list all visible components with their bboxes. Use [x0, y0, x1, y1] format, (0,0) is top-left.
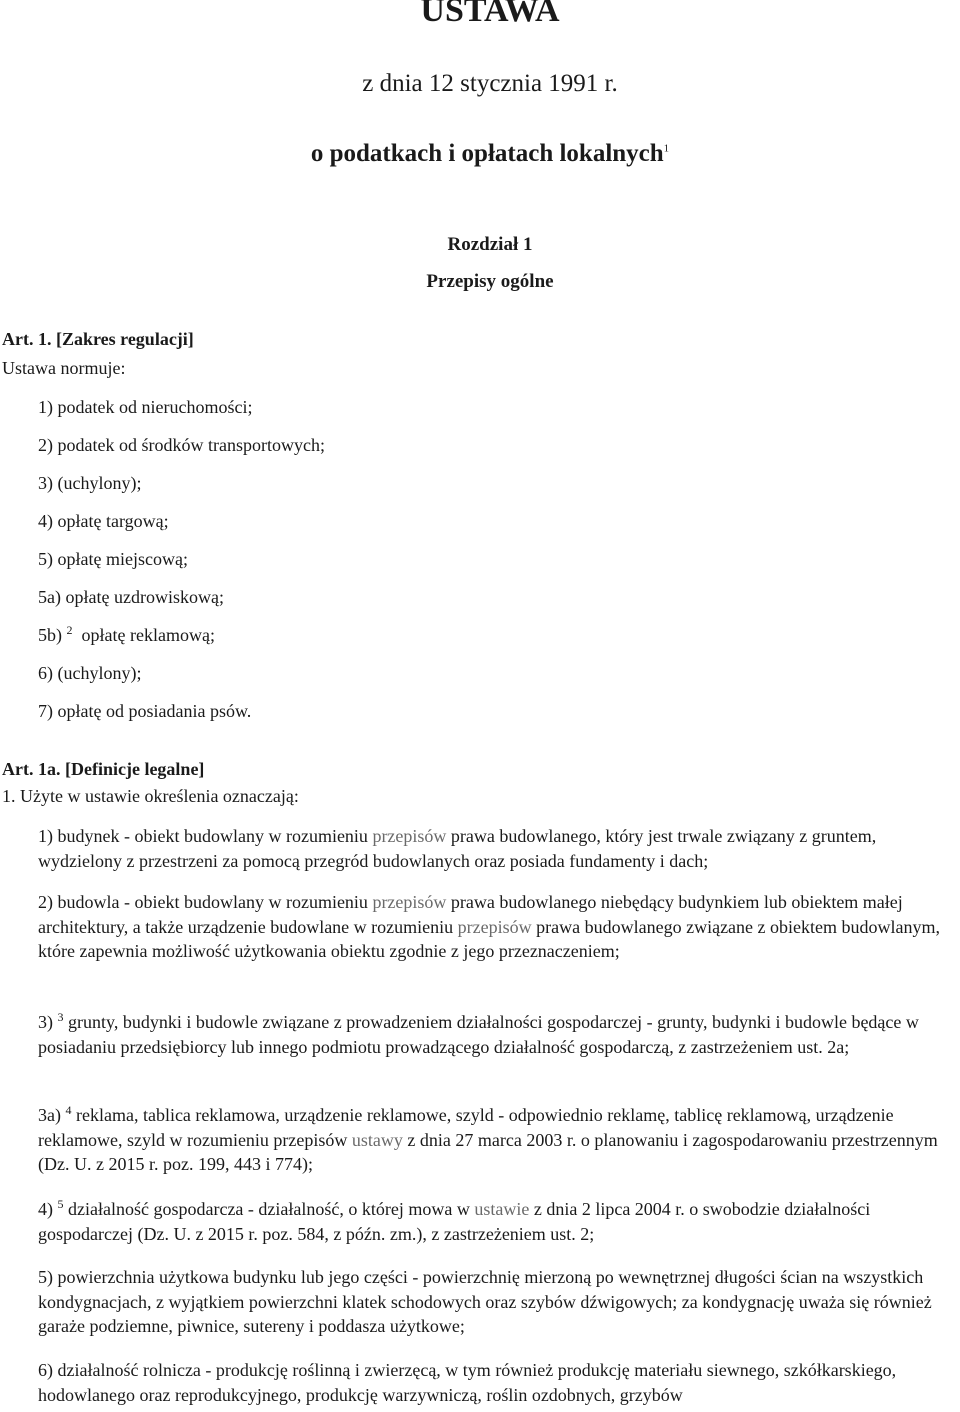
item-text: opłatę reklamową; [81, 625, 215, 645]
definition-paragraph: 1) budynek - obiekt budowlany w rozumieniu przepisów prawa budowlanego, który jest trwale związany z gruntem, wydzielony z przestrzeni za pomocą przegród budowlanych oraz posiada fundamenty i dach; [38, 826, 877, 871]
act-title: USTAWA [420, 0, 560, 29]
act-subject-text: o podatkach i opłatach lokalnych [310, 140, 664, 167]
law-link[interactable]: ustawy [351, 1129, 403, 1150]
definition-paragraph: 2) budowla - obiekt budowlany w rozumieniu przepisów prawa budowlanego niebędący budynkiem lub obiektem małej architektury, a także urządzenie budowlane w rozumieniu przepisów prawa budowlanego związane z obiektem budowlanym, które zapewnia możliwość użytkowania obiektu zgodnie z jego przeznaczeniem; [38, 892, 940, 961]
article-1-heading: Art. 1. [Zakres regulacji] [2, 329, 194, 349]
law-link[interactable]: ustawie [474, 1199, 530, 1219]
article-1-intro: Ustawa normuje: [2, 358, 126, 378]
law-link[interactable]: przepisów [457, 916, 532, 937]
footnote-ref[interactable]: 3 [57, 1010, 64, 1024]
article-1a-intro: 1. Użyte w ustawie określenia oznaczają: [2, 786, 299, 806]
list-item: 4) opłatę targową; [38, 511, 169, 531]
law-link[interactable]: przepisów [372, 826, 447, 846]
law-link[interactable]: przepisów [372, 892, 447, 912]
act-date: z dnia 12 stycznia 1991 r. [362, 70, 618, 97]
footnote-ref[interactable]: 5 [57, 1197, 64, 1211]
definition-paragraph: 4) $^5$ działalność gospodarcza - działalność, o której mowa w ustawie z dnia 2 lipca 2004 r. o swobodzie działalności gospodarczej (Dz. U. z 2015 r. poz. 584, z późn. zm.), z zastrzeżeniem ust. 2; [38, 1197, 871, 1244]
list-item: 5a) opłatę uzdrowiskową; [38, 587, 224, 607]
definition-paragraph: 5) powierzchnia użytkowa budynku lub jego części - powierzchnię mierzoną po wewnętrznej długości ścian na wszystkich kondygnacjach, z wyjątkiem powierzchni klatek schodowych oraz szybów dźwigowych; za kondygnację uważa się również garaże podziemne, piwnice, sutereny i poddasza użytkowe; [38, 1267, 932, 1336]
list-item: 6) (uchylony); [38, 663, 142, 683]
footnote-ref[interactable]: 4 [65, 1103, 72, 1117]
definition-paragraph: 3a) $^4$ reklama, tablica reklamowa, urządzenie reklamowe, szyld - odpowiednio reklamę, tablicę reklamową, urządzenie reklamowe, szyld w rozumieniu przepisów ustawy z dnia 27 marca 2003 r. o planowaniu i zagospodarowaniu przestrzennym (Dz. U. z 2015 r. poz. 199, 443 i 774); [38, 1103, 938, 1174]
definition-paragraph: 6) działalność rolnicza - produkcję roślinną i zwierzęcą, w tym również produkcję materiału siewnego, szkółkarskiego, hodowlanego oraz reprodukcyjnego, produkcję warzywniczą, roślin ozdobnych, grzybów [38, 1360, 897, 1405]
chapter-number: Rozdział 1 [447, 234, 533, 255]
chapter-name: Przepisy ogólne [426, 271, 554, 292]
article-1a-heading: Art. 1a. [Definicje legalne] [2, 759, 205, 779]
act-subject [0, 140, 960, 168]
list-item: 7) opłatę od posiadania psów. [38, 701, 252, 721]
item-number: 5b) [38, 625, 62, 645]
list-item: 3) (uchylony); [38, 473, 142, 493]
list-item [38, 625, 215, 646]
definition-paragraph: 3) $^3$ grunty, budynki i budowle związane z prowadzeniem działalności gospodarczej - grunty, budynki i budowle będące w posiadaniu przedsiębiorcy lub innego podmiotu prowadzącego działalność gospodarczą, z zastrzeżeniem ust. 2a; [38, 1010, 919, 1057]
footnote-ref[interactable]: 1 [663, 142, 670, 155]
list-item: 2) podatek od środków transportowych; [38, 435, 325, 455]
footnote-ref[interactable]: 2 [66, 623, 73, 637]
list-item: 5) opłatę miejscową; [38, 549, 188, 569]
list-item: 1) podatek od nieruchomości; [38, 397, 253, 417]
